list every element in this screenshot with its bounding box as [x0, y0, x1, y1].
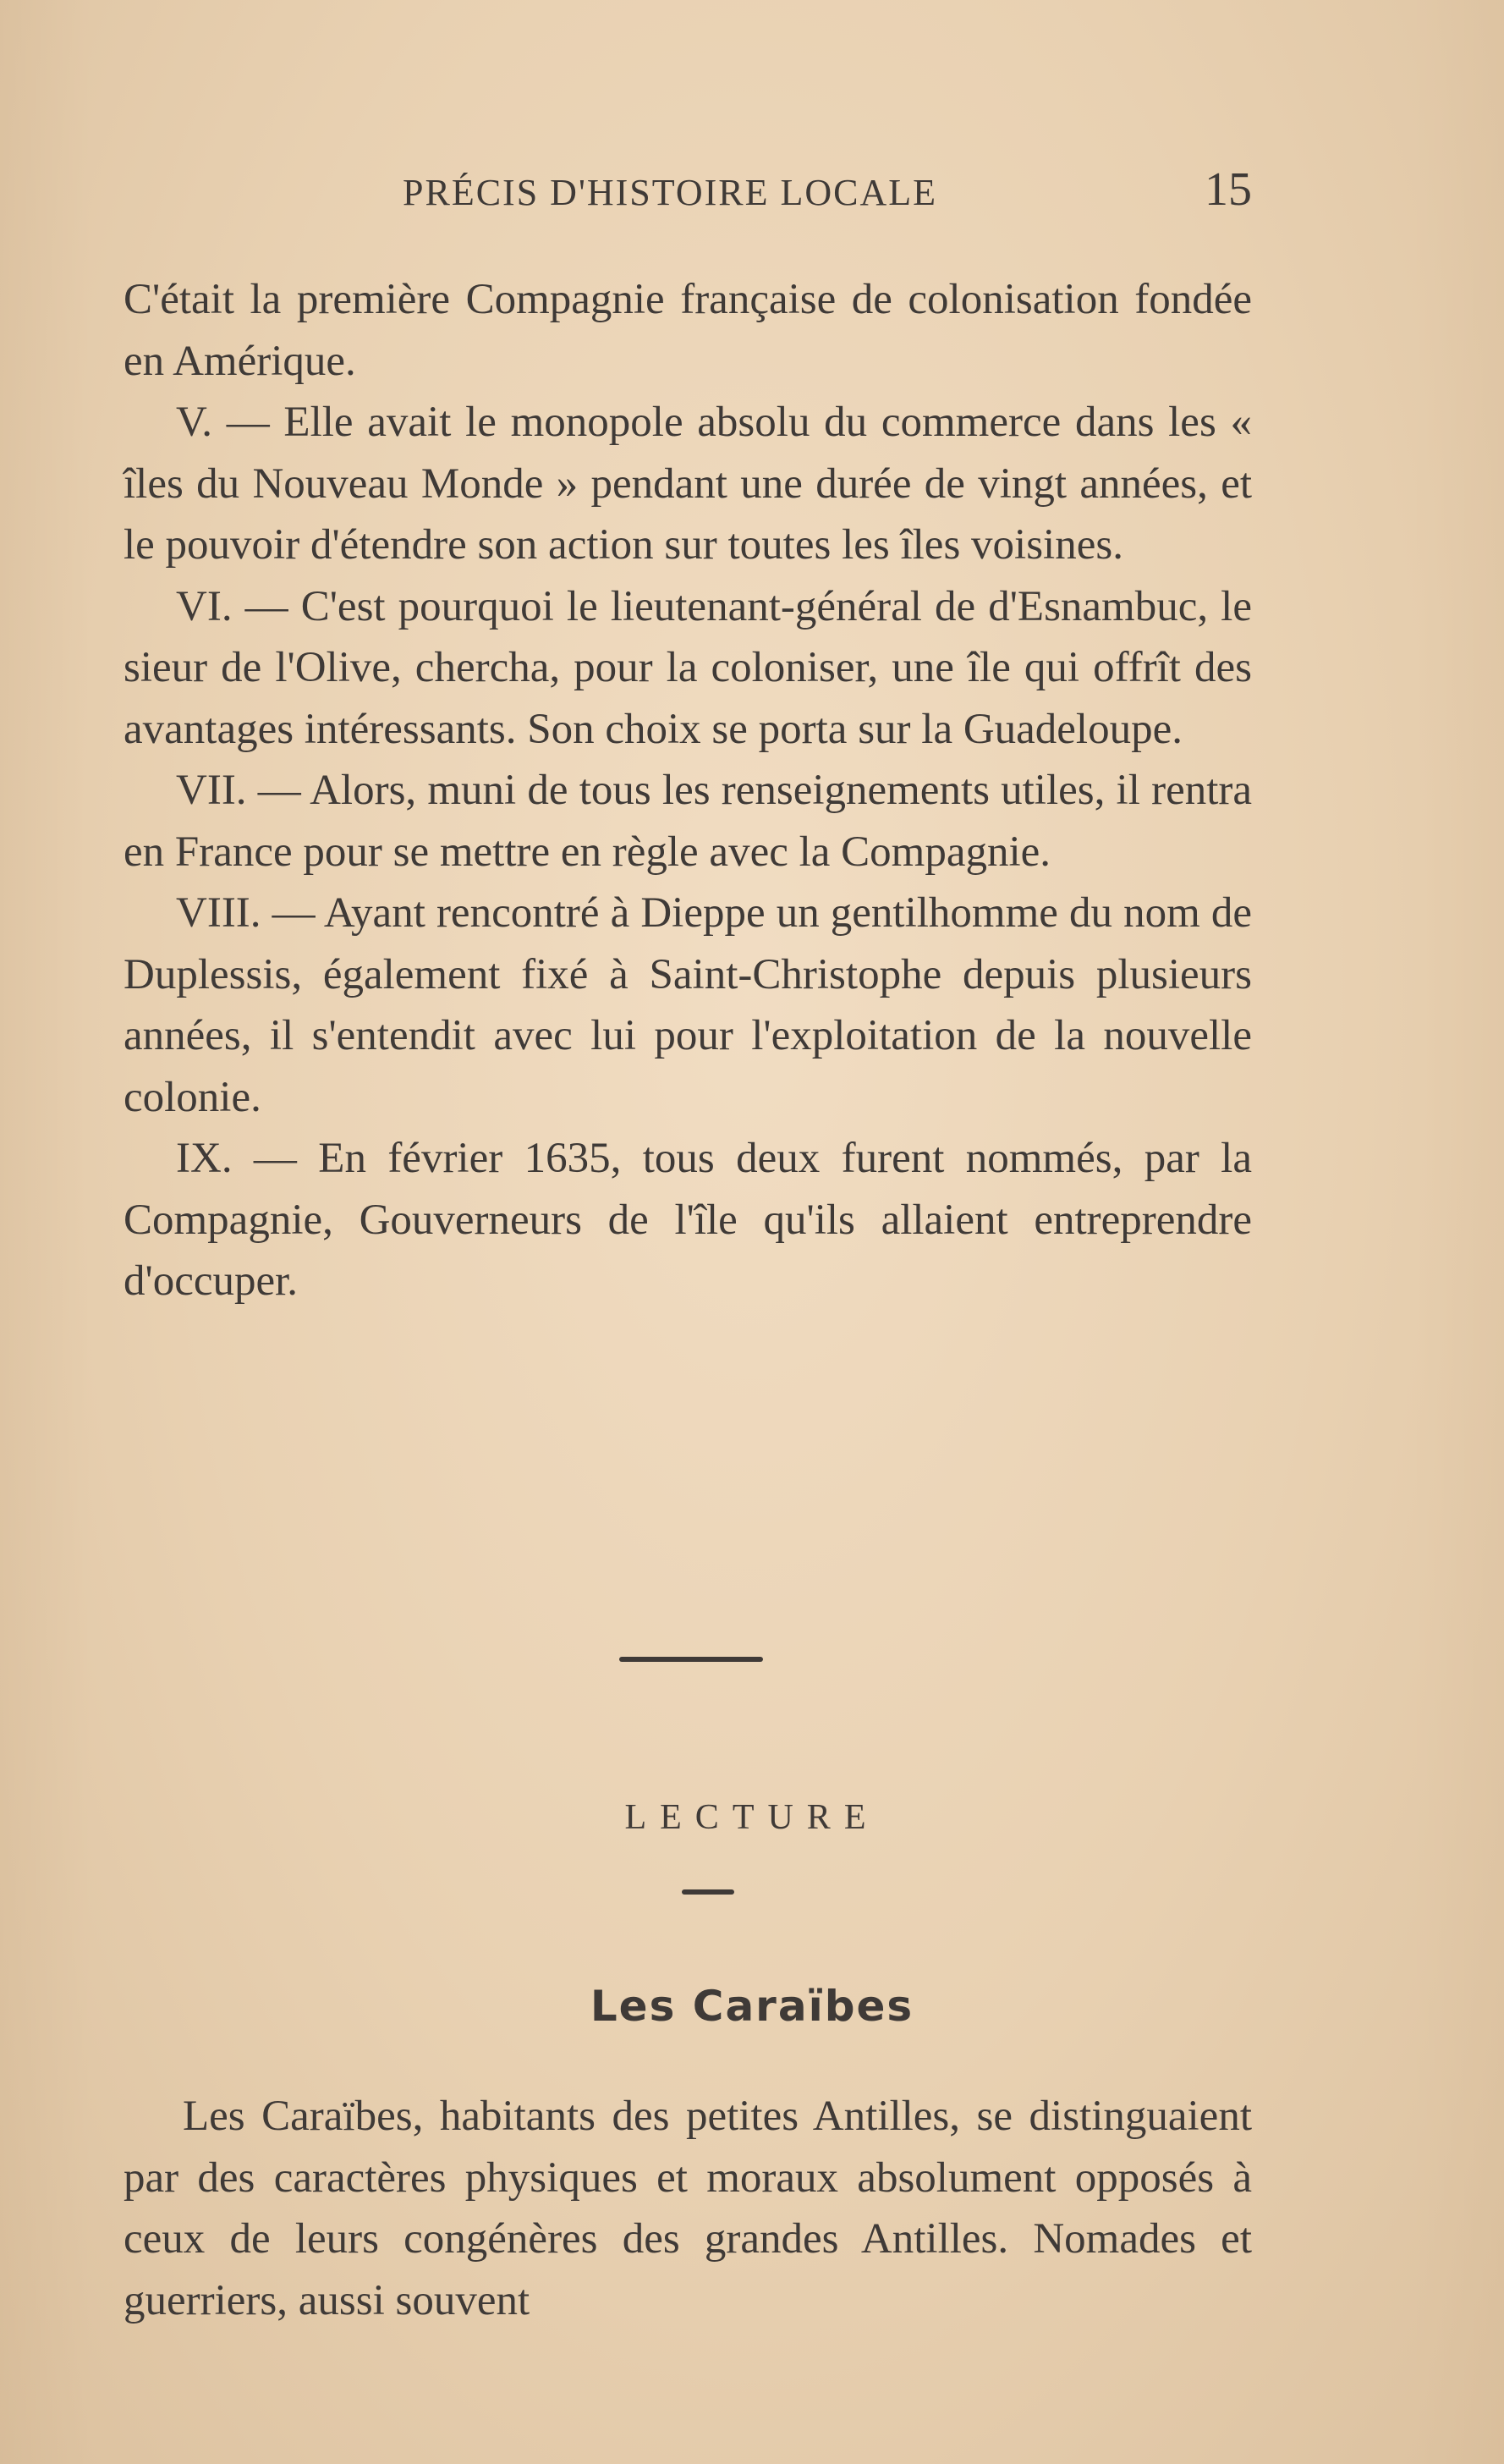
lecture-heading: LECTURE [624, 1798, 880, 1837]
running-title: PRÉCIS D'HISTOIRE LOCALE [403, 172, 938, 213]
page-header [124, 162, 1252, 222]
reading-paragraph: Les Caraïbes, habitants des petites Antilles, se distinguaient par des caractères physiques et moraux absolument opposés à ceux de leurs congénères des grandes Antilles. Nomades et guerriers, aussi souvent [124, 2093, 1252, 2324]
paragraph-vii: VII. — Alors, muni de tous les renseignements utiles, il rentra en France pour se mettre en règle avec la Compagnie. [124, 767, 1252, 876]
paragraph-ix: IX. — En février 1635, tous deux furent nommés, par la Compagnie, Gouverneurs de l'île qu'ils allaient entreprendre d'occuper. [124, 1135, 1252, 1305]
page-number: 15 [1205, 163, 1252, 216]
reading-text [124, 2086, 1252, 2331]
paragraph-viii: VIII. — Ayant rencontré à Dieppe un gentilhomme du nom de Duplessis, également fixé à Saint-Christophe depuis plusieurs années, il s'entendit avec lui pour l'exploitation de la nouvelle colonie. [124, 889, 1252, 1121]
section-title: Les Caraïbes [590, 1982, 914, 2031]
main-text [124, 269, 1252, 1312]
paragraph-intro: C'était la première Compagnie française de colonisation fondée en Amérique. [124, 276, 1252, 385]
paragraph-v: V. — Elle avait le monopole absolu du commerce dans les « îles du Nouveau Monde » pendant une durée de vingt années, et le pouvoir d'étendre son action sur toutes les îles voisines. [124, 399, 1252, 569]
heading-divider [682, 1889, 734, 1895]
paragraph-vi: VI. — C'est pourquoi le lieutenant-général de d'Esnambuc, le sieur de l'Olive, chercha, pour la coloniser, une île qui offrît des avantages intéressants. Son choix se porta sur la Guadeloupe. [124, 582, 1252, 753]
section-divider [619, 1657, 763, 1662]
